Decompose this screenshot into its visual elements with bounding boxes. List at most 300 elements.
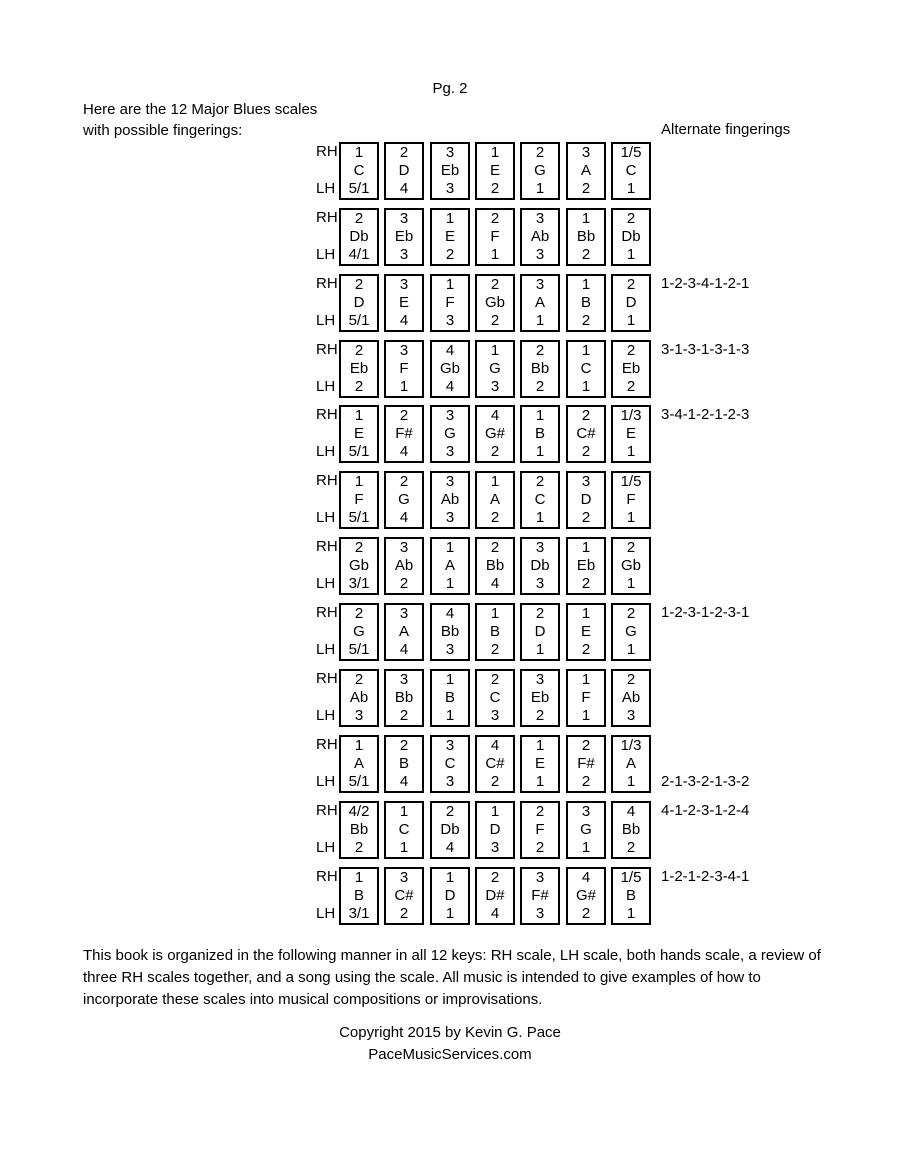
note-name: E xyxy=(398,294,409,311)
rh-finger: 2 xyxy=(626,276,636,293)
rh-label: RH xyxy=(316,275,338,292)
lh-finger: 1 xyxy=(581,378,591,395)
note-name: Ab xyxy=(394,557,414,574)
lh-finger: 2 xyxy=(626,839,636,856)
lh-finger: 1 xyxy=(626,641,636,658)
lh-finger: 1 xyxy=(581,839,591,856)
lh-finger: 3 xyxy=(445,773,455,790)
fingering-cell xyxy=(430,801,470,859)
lh-finger: 1 xyxy=(626,773,636,790)
note-name: Bb xyxy=(530,360,550,377)
fingering-cell xyxy=(520,801,560,859)
fingering-cell xyxy=(430,867,470,925)
lh-finger: 2 xyxy=(581,773,591,790)
fingering-cell xyxy=(430,274,470,332)
rh-finger: 3 xyxy=(581,144,591,161)
lh-finger: 1 xyxy=(626,509,636,526)
note-name: F xyxy=(445,294,455,311)
scale-row-db xyxy=(0,208,900,266)
lh-finger: 1 xyxy=(535,180,545,197)
lh-finger: 2 xyxy=(354,378,364,395)
fingering-cell xyxy=(384,405,424,463)
fingering-cell xyxy=(339,801,379,859)
lh-finger: 4 xyxy=(490,575,500,592)
note-name: F# xyxy=(577,755,595,772)
note-name: C xyxy=(353,162,365,179)
intro-line-2: with possible fingerings: xyxy=(83,122,243,139)
rh-finger: 3 xyxy=(535,869,545,886)
note-name: Db xyxy=(621,228,641,245)
note-name: E xyxy=(444,228,455,245)
note-name: Gb xyxy=(484,294,505,311)
note-name: F# xyxy=(395,425,413,442)
lh-finger: 3 xyxy=(626,707,636,724)
lh-label: LH xyxy=(316,246,336,263)
fingering-cell xyxy=(566,669,606,727)
rh-finger: 1/3 xyxy=(620,737,642,754)
note-name: F xyxy=(354,491,364,508)
rh-finger: 2 xyxy=(626,671,636,688)
note-name: B xyxy=(625,887,636,904)
rh-finger: 1 xyxy=(445,276,455,293)
note-name: Eb xyxy=(576,557,596,574)
rh-finger: 4 xyxy=(490,407,500,424)
fingering-cell xyxy=(566,735,606,793)
page-number: Pg. 2 xyxy=(432,80,468,97)
fingering-cell xyxy=(520,471,560,529)
note-name: A xyxy=(534,294,545,311)
scale-row-g xyxy=(0,603,900,661)
lh-finger: 2 xyxy=(399,905,409,922)
note-name: G xyxy=(580,821,592,838)
lh-finger: 3 xyxy=(490,378,500,395)
rh-finger: 2 xyxy=(581,737,591,754)
note-name: B xyxy=(353,887,364,904)
note-name: Eb xyxy=(349,360,369,377)
lh-finger: 2 xyxy=(490,641,500,658)
lh-finger: 1 xyxy=(445,905,455,922)
note-name: A xyxy=(353,755,364,772)
fingering-cell xyxy=(384,603,424,661)
note-name: Bb xyxy=(440,623,460,640)
rh-finger: 2 xyxy=(354,342,364,359)
fingering-cell xyxy=(475,669,515,727)
fingering-cell xyxy=(520,208,560,266)
note-name: Ab xyxy=(621,689,641,706)
lh-finger: 3 xyxy=(535,246,545,263)
note-name: E xyxy=(489,162,500,179)
note-name: G xyxy=(534,162,546,179)
rh-finger: 3 xyxy=(399,605,409,622)
lh-finger: 4 xyxy=(445,378,455,395)
fingering-cell xyxy=(475,801,515,859)
fingering-cell xyxy=(339,867,379,925)
fingering-cell xyxy=(475,274,515,332)
lh-finger: 2 xyxy=(581,246,591,263)
fingering-cell xyxy=(339,537,379,595)
note-name: C xyxy=(580,360,592,377)
alternate-fingering: 4-1-2-3-1-2-4 xyxy=(661,802,750,819)
lh-label: LH xyxy=(316,575,336,592)
lh-finger: 1 xyxy=(535,312,545,329)
note-name: Ab xyxy=(349,689,369,706)
lh-finger: 2 xyxy=(581,509,591,526)
fingering-cell xyxy=(339,735,379,793)
rh-finger: 2 xyxy=(354,210,364,227)
fingering-cell xyxy=(611,274,651,332)
rh-finger: 1 xyxy=(399,803,409,820)
lh-finger: 2 xyxy=(581,905,591,922)
note-name: C xyxy=(489,689,501,706)
rh-label: RH xyxy=(316,341,338,358)
note-name: D xyxy=(489,821,501,838)
note-name: Ab xyxy=(440,491,460,508)
alternate-fingering: 3-4-1-2-1-2-3 xyxy=(661,406,750,423)
lh-label: LH xyxy=(316,839,336,856)
note-name: G xyxy=(398,491,410,508)
lh-finger: 4 xyxy=(399,641,409,658)
lh-label: LH xyxy=(316,773,336,790)
note-name: Gb xyxy=(348,557,369,574)
lh-finger: 2 xyxy=(490,312,500,329)
fingering-cell xyxy=(384,471,424,529)
lh-finger: 3 xyxy=(445,641,455,658)
lh-finger: 1 xyxy=(535,509,545,526)
fingering-cell xyxy=(520,405,560,463)
rh-finger: 1 xyxy=(581,605,591,622)
lh-finger: 1 xyxy=(490,246,500,263)
fingering-cell xyxy=(475,537,515,595)
note-name: C xyxy=(534,491,546,508)
alternate-fingering: 2-1-3-2-1-3-2 xyxy=(661,773,750,790)
fingering-cell xyxy=(384,142,424,200)
lh-label: LH xyxy=(316,509,336,526)
lh-finger: 1 xyxy=(626,905,636,922)
note-name: G xyxy=(625,623,637,640)
rh-finger: 2 xyxy=(399,473,409,490)
lh-finger: 1 xyxy=(535,773,545,790)
fingering-cell xyxy=(339,208,379,266)
lh-finger: 2 xyxy=(490,773,500,790)
rh-label: RH xyxy=(316,406,338,423)
lh-finger: 1 xyxy=(626,180,636,197)
fingering-cell xyxy=(339,274,379,332)
note-name: Eb xyxy=(440,162,460,179)
rh-finger: 3 xyxy=(399,276,409,293)
scale-row-c xyxy=(0,142,900,200)
rh-label: RH xyxy=(316,670,338,687)
lh-finger: 2 xyxy=(581,443,591,460)
lh-finger: 3 xyxy=(490,707,500,724)
fingering-cell xyxy=(475,340,515,398)
rh-finger: 2 xyxy=(535,605,545,622)
fingering-cell xyxy=(520,735,560,793)
note-name: B xyxy=(398,755,409,772)
note-name: D# xyxy=(485,887,505,904)
scale-row-ab xyxy=(0,669,900,727)
note-name: Db xyxy=(349,228,369,245)
fingering-cell xyxy=(430,537,470,595)
note-name: E xyxy=(534,755,545,772)
note-name: B xyxy=(444,689,455,706)
note-name: Eb xyxy=(621,360,641,377)
fingering-cell xyxy=(475,471,515,529)
fingering-cell xyxy=(430,142,470,200)
fingering-cell xyxy=(339,405,379,463)
fingering-cell xyxy=(430,603,470,661)
rh-finger: 1 xyxy=(490,605,500,622)
lh-finger: 2 xyxy=(445,246,455,263)
lh-finger: 3 xyxy=(354,707,364,724)
rh-finger: 2 xyxy=(535,342,545,359)
fingering-cell xyxy=(611,405,651,463)
lh-finger: 1 xyxy=(399,839,409,856)
note-name: G xyxy=(444,425,456,442)
lh-finger: 1 xyxy=(535,443,545,460)
rh-finger: 1 xyxy=(490,144,500,161)
lh-finger: 3 xyxy=(535,575,545,592)
rh-finger: 3 xyxy=(581,803,591,820)
rh-finger: 2 xyxy=(354,539,364,556)
alternate-fingerings-header: Alternate fingerings xyxy=(661,121,791,138)
note-name: C xyxy=(444,755,456,772)
note-name: B xyxy=(580,294,591,311)
rh-finger: 1 xyxy=(490,803,500,820)
note-name: Eb xyxy=(530,689,550,706)
fingering-cell xyxy=(611,867,651,925)
fingering-cell xyxy=(611,471,651,529)
scale-row-gb xyxy=(0,537,900,595)
rh-finger: 1 xyxy=(535,737,545,754)
fingering-cell xyxy=(520,274,560,332)
lh-finger: 5/1 xyxy=(348,773,370,790)
fingering-cell xyxy=(384,867,424,925)
fingering-cell xyxy=(475,867,515,925)
rh-finger: 3 xyxy=(399,539,409,556)
lh-finger: 4 xyxy=(399,312,409,329)
lh-finger: 2 xyxy=(581,312,591,329)
website-line: PaceMusicServices.com xyxy=(368,1046,532,1063)
lh-finger: 5/1 xyxy=(348,509,370,526)
rh-finger: 4 xyxy=(445,605,455,622)
fingering-cell xyxy=(566,537,606,595)
lh-finger: 4 xyxy=(399,443,409,460)
rh-finger: 2 xyxy=(354,671,364,688)
rh-finger: 2 xyxy=(490,539,500,556)
rh-label: RH xyxy=(316,868,338,885)
rh-finger: 4 xyxy=(490,737,500,754)
lh-finger: 2 xyxy=(535,839,545,856)
rh-label: RH xyxy=(316,472,338,489)
rh-finger: 1 xyxy=(490,473,500,490)
note-name: C xyxy=(398,821,410,838)
lh-finger: 1 xyxy=(399,378,409,395)
fingering-cell xyxy=(430,669,470,727)
rh-label: RH xyxy=(316,736,338,753)
rh-finger: 3 xyxy=(399,342,409,359)
note-name: F# xyxy=(531,887,549,904)
note-name: F xyxy=(626,491,636,508)
lh-finger: 2 xyxy=(535,378,545,395)
lh-finger: 2 xyxy=(354,839,364,856)
lh-finger: 4 xyxy=(399,180,409,197)
alternate-fingering: 1-2-3-1-2-3-1 xyxy=(661,604,750,621)
lh-finger: 1 xyxy=(581,707,591,724)
rh-finger: 3 xyxy=(535,539,545,556)
rh-label: RH xyxy=(316,604,338,621)
note-name: C xyxy=(625,162,637,179)
lh-finger: 1 xyxy=(445,575,455,592)
lh-finger: 1 xyxy=(626,575,636,592)
rh-finger: 1 xyxy=(354,869,364,886)
fingering-cell xyxy=(566,471,606,529)
note-name: Gb xyxy=(439,360,460,377)
fingering-cell xyxy=(611,208,651,266)
rh-finger: 2 xyxy=(399,407,409,424)
note-name: C# xyxy=(485,755,505,772)
note-name: G xyxy=(353,623,365,640)
note-name: G# xyxy=(575,887,596,904)
rh-finger: 3 xyxy=(399,671,409,688)
note-name: A xyxy=(625,755,636,772)
lh-finger: 2 xyxy=(535,707,545,724)
fingering-cell xyxy=(475,603,515,661)
fingering-cell xyxy=(475,405,515,463)
rh-finger: 1/3 xyxy=(620,407,642,424)
note-name: F xyxy=(535,821,545,838)
lh-finger: 4 xyxy=(490,905,500,922)
fingering-cell xyxy=(611,142,651,200)
rh-finger: 2 xyxy=(535,803,545,820)
note-name: Bb xyxy=(349,821,369,838)
rh-finger: 3 xyxy=(535,671,545,688)
rh-finger: 2 xyxy=(626,342,636,359)
fingering-cell xyxy=(566,867,606,925)
note-name: B xyxy=(489,623,500,640)
fingering-cell xyxy=(339,142,379,200)
lh-label: LH xyxy=(316,312,336,329)
scale-row-bb xyxy=(0,801,900,859)
fingering-cell xyxy=(566,142,606,200)
fingering-cell xyxy=(566,603,606,661)
rh-finger: 1/5 xyxy=(620,473,642,490)
rh-label: RH xyxy=(316,538,338,555)
fingering-cell xyxy=(384,274,424,332)
copyright-line: Copyright 2015 by Kevin G. Pace xyxy=(339,1024,561,1041)
fingering-cell xyxy=(566,208,606,266)
rh-finger: 3 xyxy=(445,407,455,424)
note-name: Bb xyxy=(576,228,596,245)
fingering-cell xyxy=(520,340,560,398)
fingering-cell xyxy=(611,669,651,727)
lh-finger: 3 xyxy=(445,443,455,460)
rh-finger: 1 xyxy=(354,407,364,424)
note-name: E xyxy=(353,425,364,442)
rh-finger: 1/5 xyxy=(620,869,642,886)
fingering-cell xyxy=(475,142,515,200)
rh-finger: 3 xyxy=(445,737,455,754)
note-name: B xyxy=(534,425,545,442)
fingering-cell xyxy=(520,142,560,200)
fingering-cell xyxy=(384,340,424,398)
lh-finger: 5/1 xyxy=(348,312,370,329)
lh-finger: 1 xyxy=(626,246,636,263)
fingering-cell xyxy=(475,735,515,793)
rh-finger: 2 xyxy=(535,473,545,490)
fingering-cell xyxy=(475,208,515,266)
note-name: A xyxy=(489,491,500,508)
rh-label: RH xyxy=(316,143,338,160)
lh-finger: 3/1 xyxy=(348,905,370,922)
rh-label: RH xyxy=(316,802,338,819)
lh-finger: 2 xyxy=(490,180,500,197)
fingering-cell xyxy=(566,274,606,332)
alternate-fingering: 1-2-3-4-1-2-1 xyxy=(661,275,750,292)
note-name: D xyxy=(398,162,410,179)
fingering-cell xyxy=(520,603,560,661)
rh-finger: 1 xyxy=(581,539,591,556)
fingering-cell xyxy=(611,801,651,859)
lh-finger: 3/1 xyxy=(348,575,370,592)
note-name: D xyxy=(444,887,456,904)
note-name: Bb xyxy=(621,821,641,838)
note-name: Gb xyxy=(620,557,641,574)
note-name: D xyxy=(625,294,637,311)
lh-label: LH xyxy=(316,905,336,922)
rh-finger: 2 xyxy=(445,803,455,820)
rh-finger: 4/2 xyxy=(348,803,370,820)
lh-finger: 2 xyxy=(626,378,636,395)
lh-finger: 3 xyxy=(399,246,409,263)
fingering-cell xyxy=(430,208,470,266)
rh-finger: 2 xyxy=(490,671,500,688)
rh-finger: 1 xyxy=(354,737,364,754)
note-name: E xyxy=(580,623,591,640)
rh-finger: 1 xyxy=(581,210,591,227)
rh-finger: 4 xyxy=(581,869,591,886)
fingering-cell xyxy=(611,340,651,398)
lh-finger: 2 xyxy=(490,443,500,460)
rh-finger: 2 xyxy=(399,144,409,161)
fingering-cell xyxy=(339,340,379,398)
rh-label: RH xyxy=(316,209,338,226)
rh-finger: 1 xyxy=(445,539,455,556)
lh-finger: 2 xyxy=(399,707,409,724)
note-name: F xyxy=(490,228,500,245)
note-name: G xyxy=(489,360,501,377)
lh-finger: 4 xyxy=(399,773,409,790)
rh-finger: 1 xyxy=(581,342,591,359)
rh-finger: 2 xyxy=(535,144,545,161)
lh-finger: 5/1 xyxy=(348,180,370,197)
rh-finger: 3 xyxy=(581,473,591,490)
fingering-cell xyxy=(384,735,424,793)
note-name: A xyxy=(580,162,591,179)
rh-finger: 2 xyxy=(626,210,636,227)
note-name: Bb xyxy=(394,689,414,706)
intro-line-1: Here are the 12 Major Blues scales xyxy=(83,101,318,118)
scale-row-f xyxy=(0,471,900,529)
fingering-cell xyxy=(430,405,470,463)
rh-finger: 2 xyxy=(354,276,364,293)
scale-row-a xyxy=(0,735,900,793)
lh-finger: 3 xyxy=(445,312,455,329)
note-name: D xyxy=(534,623,546,640)
note-name: Eb xyxy=(394,228,414,245)
note-name: G# xyxy=(484,425,505,442)
fingering-cell xyxy=(430,340,470,398)
lh-finger: 3 xyxy=(445,509,455,526)
